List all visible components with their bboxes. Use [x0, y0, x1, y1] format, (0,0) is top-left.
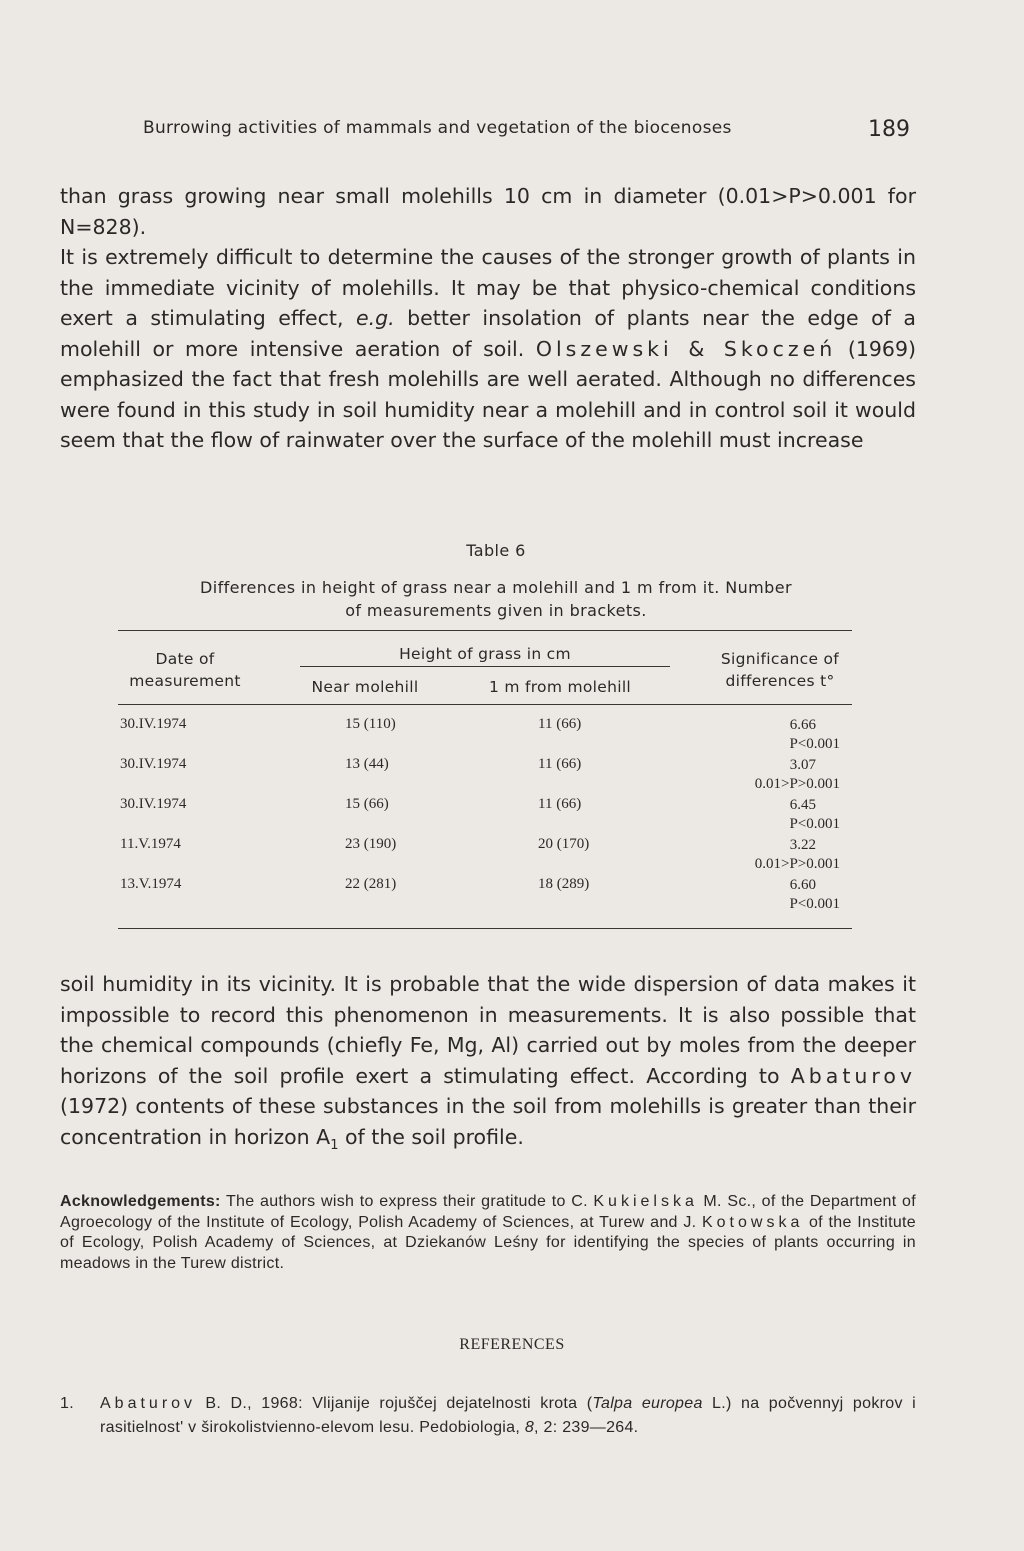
- references-heading: REFERENCES: [459, 1336, 565, 1353]
- after-table-text: [60, 969, 916, 1161]
- col-header-date: [120, 648, 250, 692]
- col-header-near: Near molehill: [311, 678, 419, 696]
- cell-p: P<0.001: [789, 816, 840, 832]
- text-italic: e.g.: [355, 306, 395, 330]
- intro-paragraph-1: than grass growing near small molehills 10 cm in diameter (0.01>P>0.001 for N=828).: [60, 184, 916, 239]
- height-header-rule: [300, 666, 670, 667]
- table-title: Table 6: [466, 541, 526, 560]
- intro-paragraph-2: [60, 242, 916, 456]
- cell-t: 6.66: [789, 717, 816, 733]
- cell-t: 3.22: [789, 837, 816, 853]
- cell-significance: [700, 876, 840, 914]
- cell-near: 23 (190): [345, 836, 397, 852]
- text-span: M. Sc., of the Department of Agroecology of the Institute of Ecology, Polish Academy of Sciences, at Turew and J.: [60, 1193, 916, 1231]
- reference-number: 1.: [60, 1395, 74, 1412]
- cell-near: 22 (281): [345, 876, 397, 892]
- cell-far: 11 (66): [538, 716, 582, 732]
- table-header-rule: [118, 704, 852, 705]
- author-citation: Abaturov: [790, 1063, 916, 1088]
- cell-date: 30.IV.1974: [120, 716, 187, 732]
- table-caption-line: Differences in height of grass near a molehill and 1 m from it. Number: [200, 578, 792, 597]
- text-span: It is extremely difficult to determine the causes of the stronger growth of plants in the immediate vicinity of molehills. It may be that physico-chemical conditions exert a stimulating effect,: [60, 245, 916, 330]
- cell-t: 6.60: [789, 877, 816, 893]
- reference-item: [60, 1392, 916, 1440]
- cell-t: 3.07: [789, 757, 816, 773]
- col-header-line: measurement: [129, 672, 241, 690]
- subscript: 1: [330, 1137, 339, 1153]
- cell-near: 13 (44): [345, 756, 389, 772]
- cell-date: 11.V.1974: [120, 836, 181, 852]
- species-name: Talpa europea: [592, 1395, 703, 1412]
- cell-near: 15 (66): [345, 796, 389, 812]
- cell-p: P<0.001: [789, 736, 840, 752]
- col-header-line: differences t°: [725, 672, 835, 690]
- cell-date: 13.V.1974: [120, 876, 182, 892]
- cell-t: 6.45: [789, 797, 816, 813]
- acknowledgements: [60, 1192, 916, 1275]
- text-span: The authors wish to express their gratitude to C.: [220, 1193, 594, 1210]
- text-span: (1969) emphasized the fact that fresh molehills are well aerated. Although no differences were found in this study in soil humidity near a molehill and in control soil it would seem that the flow of rainwater over the surface of the molehill must increase: [60, 336, 916, 452]
- text-span: of the Institute of Ecology, Polish Academy of Sciences, at Dziekanów Leśny for identifying the species of plants occurring in meadows in the Turew district.: [60, 1213, 916, 1273]
- cell-date: 30.IV.1974: [120, 756, 187, 772]
- page-number: 189: [868, 117, 910, 142]
- table-bottom-rule: [118, 928, 852, 929]
- text-span: (1972) contents of these substances in the soil from molehills is greater than their concentration in horizon A: [60, 1094, 916, 1149]
- person-name: Kotowska: [701, 1213, 804, 1231]
- table-top-rule: [118, 630, 852, 631]
- text-span: of the soil profile.: [338, 1124, 524, 1149]
- cell-near: 15 (110): [345, 716, 396, 732]
- cell-far: 11 (66): [538, 756, 582, 772]
- cell-p: 0.01>P>0.001: [754, 856, 840, 872]
- cell-date: 30.IV.1974: [120, 796, 187, 812]
- col-header-height: Height of grass in cm: [399, 645, 571, 663]
- reference-body: [100, 1392, 916, 1440]
- text-span: better insolation of plants near the edge of a molehill or more intensive aeration of soil.: [60, 306, 916, 361]
- col-header-significance: [700, 648, 860, 692]
- col-header-line: Significance of: [720, 650, 840, 668]
- col-header-line: Date of: [155, 650, 215, 668]
- cell-p: P<0.001: [789, 896, 840, 912]
- table-caption-line: of measurements given in brackets.: [345, 601, 647, 620]
- ack-label: Acknowledgements:: [60, 1193, 221, 1210]
- paragraph: [60, 969, 916, 1161]
- text-span: B. D., 1968: Vlijanije rojuščej dejatelnosti krota (: [196, 1395, 593, 1412]
- text-span: soil humidity in its vicinity. It is probable that the wide dispersion of data makes it impossible to record this phenomenon in measurements. It is also possible that the chemical compounds (chiefly Fe, Mg, Al) carried out by moles from the deeper horizons of the soil profile exert a stimulating effect. According to: [60, 972, 916, 1088]
- volume: 8: [524, 1419, 535, 1436]
- cell-far: 20 (170): [538, 836, 590, 852]
- running-head: Burrowing activities of mammals and vegetation of the biocenoses: [143, 118, 732, 138]
- cell-significance: [700, 796, 840, 834]
- text-span: L.) na počvennyj pokrov i rasitielnost' v širokolistvienno-elevom lesu. Pedobiologia,: [100, 1395, 916, 1436]
- cell-p: 0.01>P>0.001: [754, 776, 840, 792]
- cell-far: 11 (66): [538, 796, 582, 812]
- text-span: , 2: 239—264.: [534, 1419, 639, 1436]
- cell-far: 18 (289): [538, 876, 590, 892]
- cell-significance: [700, 836, 840, 874]
- cell-significance: [700, 756, 840, 794]
- person-name: Kukielska: [593, 1193, 698, 1210]
- col-header-far: 1 m from molehill: [488, 678, 632, 696]
- author-citation: Olszewski & Skoczeń: [535, 336, 837, 361]
- reference-author: Abaturov: [100, 1395, 197, 1412]
- table-caption: [100, 576, 892, 622]
- cell-significance: [700, 716, 840, 754]
- intro-text: [60, 181, 916, 456]
